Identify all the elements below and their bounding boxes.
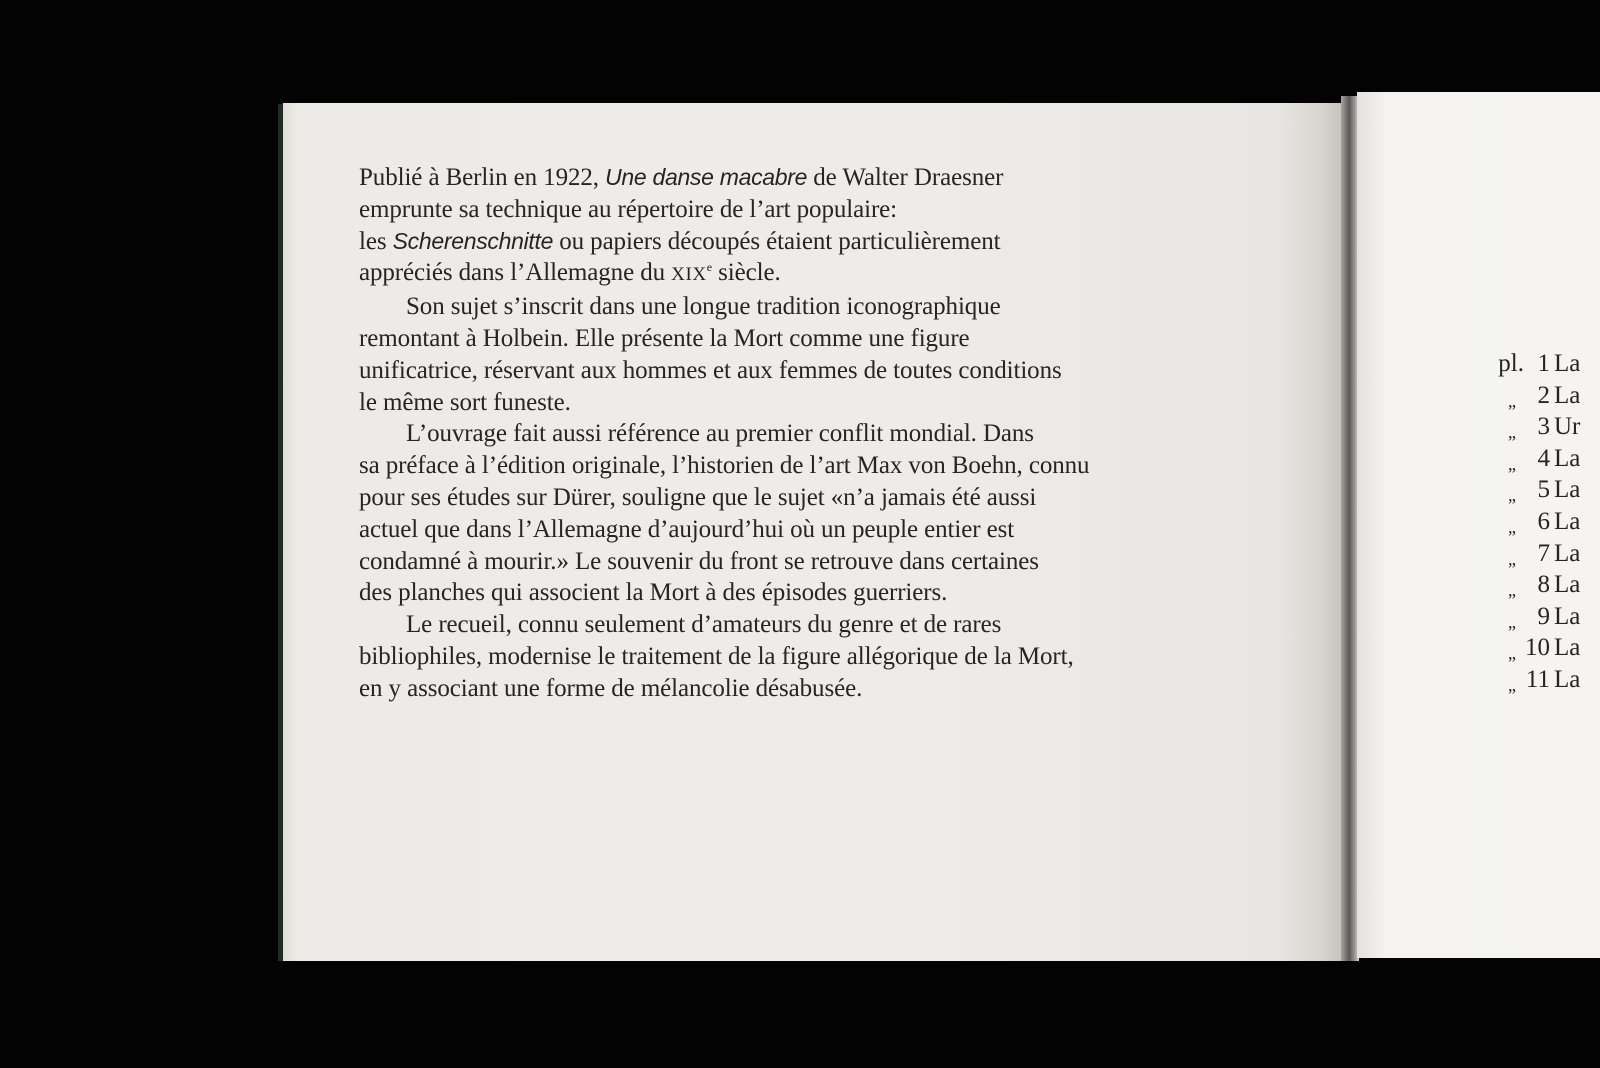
ditto-mark: „ (1508, 453, 1516, 474)
ditto-mark: „ (1508, 390, 1516, 411)
plate-row (1490, 664, 1600, 696)
text-run: en y associant une forme de mélancolie désabusée. (359, 674, 863, 702)
body-text-column (359, 162, 1259, 705)
text-run: Le recueil, connu seulement d’amateurs du genre et de rares (406, 611, 1002, 639)
text-run: emprunte sa technique au répertoire de l’art populaire: (359, 195, 898, 223)
plate-number: 7 (1537, 539, 1550, 567)
text-run: unificatrice, réservant aux hommes et aux femmes de toutes conditions (359, 356, 1062, 384)
paragraph (359, 609, 1259, 704)
text-run: condamné à mourir.» Le souvenir du front se retrouve dans certaines (359, 547, 1039, 575)
paragraph (359, 418, 1259, 609)
plate-number: 4 (1537, 444, 1550, 472)
text-run: siècle. (711, 259, 781, 287)
plate-number: 2 (1537, 381, 1550, 409)
plate-number: 8 (1537, 571, 1550, 599)
paragraph (359, 291, 1259, 418)
plate-title: La (1554, 381, 1581, 409)
plate-list (1490, 348, 1600, 696)
ditto-mark: „ (1508, 580, 1516, 601)
text-run: sa préface à l’édition originale, l’historien de l’art Max von Boehn, connu (359, 452, 1090, 480)
text-run: Publié à Berlin en 1922, (359, 164, 606, 191)
plate-title: La (1554, 350, 1581, 377)
plate-number: 11 (1525, 665, 1550, 693)
plate-number: 5 (1537, 476, 1550, 504)
italic-title: Scherenschnitte (392, 227, 554, 254)
text-run: remontant à Holbein. Elle présente la Mort comme une figure (359, 324, 970, 352)
plate-number: 1 (1537, 350, 1550, 377)
plate-title: La (1554, 476, 1581, 504)
ditto-mark: „ (1508, 516, 1516, 537)
text-run: appréciés dans l’Allemagne du (359, 259, 672, 287)
small-caps-numeral: XIX (671, 264, 707, 286)
plate-row (1490, 569, 1600, 601)
plate-row (1490, 632, 1600, 664)
plate-row (1490, 348, 1600, 380)
plate-title: La (1554, 665, 1581, 693)
plate-row (1490, 380, 1600, 412)
plate-number: 3 (1537, 413, 1550, 441)
plate-number: 6 (1537, 507, 1550, 535)
plate-number: 10 (1525, 634, 1550, 662)
text-run: actuel que dans l’Allemagne d’aujourd’hui où un peuple entier est (359, 515, 1015, 543)
plate-title: La (1554, 634, 1581, 662)
text-run: de Walter Draesner (807, 164, 1004, 191)
plate-row (1490, 506, 1600, 538)
ditto-mark: „ (1508, 422, 1516, 443)
plate-title: La (1554, 539, 1581, 567)
text-run: pour ses études sur Dürer, souligne que le sujet «n’a jamais été aussi (359, 483, 1037, 511)
ditto-mark: „ (1508, 643, 1516, 664)
ditto-mark: „ (1508, 548, 1516, 569)
paragraph (359, 162, 1259, 291)
text-run: Son sujet s’inscrit dans une longue tradition iconographique (406, 293, 1001, 321)
plate-row (1490, 411, 1600, 443)
italic-title: Une danse macabre (605, 164, 808, 190)
plate-row (1490, 538, 1600, 570)
plate-title: La (1554, 507, 1581, 535)
plate-title: La (1554, 571, 1581, 599)
plate-row (1490, 474, 1600, 506)
plate-number: 9 (1537, 602, 1550, 630)
ditto-mark: „ (1508, 674, 1516, 695)
text-run: ou papiers découpés étaient particulièrement (553, 227, 1001, 255)
text-run: L’ouvrage fait aussi référence au premier conflit mondial. Dans (406, 420, 1034, 448)
plate-row (1490, 601, 1600, 633)
text-run: bibliophiles, modernise le traitement de la figure allégorique de la Mort, (359, 642, 1074, 670)
text-run: le même sort funeste. (359, 388, 571, 416)
text-run: des planches qui associent la Mort à des épisodes guerriers. (359, 579, 948, 607)
plate-title: La (1554, 602, 1581, 630)
plate-row (1490, 443, 1600, 475)
ditto-mark: „ (1508, 611, 1516, 632)
plate-title: Ur (1554, 413, 1581, 441)
plate-abbrev: pl. (1498, 350, 1524, 377)
plate-title: La (1554, 444, 1581, 472)
text-run: les (359, 227, 393, 255)
ditto-mark: „ (1508, 485, 1516, 506)
superscript: e (706, 260, 712, 275)
